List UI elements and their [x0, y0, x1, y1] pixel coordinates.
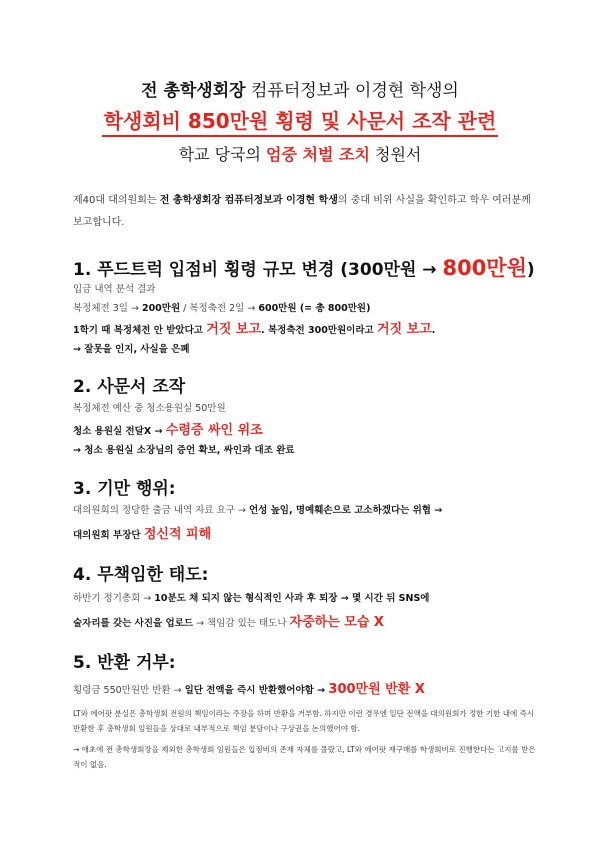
s1-l3c: . 복정축전 300만원이라고	[261, 325, 378, 336]
s1-l3e: .	[431, 325, 436, 336]
title-line-3	[0, 142, 600, 165]
section-2-heading: 2. 사문서 조작	[73, 377, 186, 397]
s3-l1a: 대의원회의 정당한 출금 내역 자료 요구 →	[73, 505, 249, 516]
s4-l1a: 하반기 정기총회 →	[73, 593, 155, 604]
section-2-line-1: 복정체전 예산 중 청소용원실 50만원	[73, 403, 226, 414]
s1-l2a: 복정체전 3일 →	[73, 303, 142, 314]
s1-l3a: 1학기 때 복정체전 안 받았다고	[73, 325, 207, 336]
intro-paragraph	[73, 190, 543, 234]
section-2-line-2	[73, 419, 263, 438]
s5-l1c: 300만원 반환 X	[328, 682, 425, 697]
s5-l1a: 횡령금 550만원만 반환 →	[73, 685, 185, 696]
section-1-title-end: )	[526, 260, 535, 280]
title-line-2-text: 학생회비 850만원 횡령 및 사문서 조작 관련	[102, 109, 499, 137]
section-1-line-1: 입금 내역 분석 결과	[73, 284, 156, 295]
s4-l2a: 술자리를 갖는 사진을 업로드	[73, 618, 194, 629]
s2-l2a: 청소 용원실 전달X →	[73, 426, 166, 437]
title-line-1-bold: 전 총학생회장	[141, 81, 246, 101]
section-4-line-2	[73, 611, 384, 630]
s4-l2b: → 책임감 있는 태도나	[193, 618, 290, 629]
title-line-1-rest: 컴퓨터정보과 이경현 학생의	[245, 81, 459, 101]
section-5-line-1	[73, 678, 425, 697]
s3-l2a: 대의원회 부장단	[73, 530, 144, 541]
section-3-line-2	[73, 523, 211, 542]
section-1-title: 1. 푸드트럭 입점비 횡령 규모 변경 (300만원 →	[73, 260, 443, 280]
s1-l3b: 거짓 보고	[206, 322, 262, 337]
section-1-heading	[73, 252, 535, 282]
s1-l3d: 거짓 보고	[377, 322, 432, 337]
intro-pre: 제40대 대의원회는	[73, 195, 160, 206]
section-5-heading: 5. 반환 거부:	[73, 653, 176, 673]
s4-l2c: 자중하는 모습 X	[289, 615, 384, 630]
section-1-title-red: 800만원	[442, 256, 527, 280]
s4-l1b: 10분도 채 되지 않는 형식적인 사과 후 퇴장 → 몇 시간 뒤 SNS에	[154, 593, 430, 604]
note-2: → 애초에 전 총학생회장을 제외한 총학생회 임원들은 입점비의 존재 자체를 몰랐고, LT와 에어팟 재구매를 학생회비로 진행한다는 고지를 받은 적이 없음.	[73, 745, 536, 769]
s5-l1b: 일단 전액을 즉시 반환했어야함 →	[184, 685, 329, 696]
s2-l2b: 수령증 싸인 위조	[165, 423, 263, 438]
section-4-heading: 4. 무책임한 태도:	[73, 565, 209, 585]
title-line-1	[0, 76, 600, 101]
section-3-heading: 3. 기만 행위:	[73, 479, 176, 499]
title-line-2	[0, 105, 600, 134]
s3-l1b: 언성 높임, 명예훼손으로 고소하겠다는 위협 →	[248, 505, 443, 516]
title-line-3-post: 청원서	[369, 145, 422, 164]
intro-bold: 전 총학생회장 컴퓨터정보과 이경현 학생	[159, 195, 338, 206]
title-line-3-pre: 학교 당국의	[178, 145, 267, 164]
intro-post: 의 중대 비위 사실을 확인하고 학우 여러분께 보고합니다.	[73, 195, 531, 228]
note-1: LT와 에어팟 분실은 총학생회 전원의 책임이라는 주장을 하며 반환을 거부함. 하지만 이런 경우엔 일단 전액을 대의원회가 정한 기한 내에 즉시 반환한 후 총학생회 임원들을 상대로 내부적으로 책임 분담이나 구상권을 논의했어야 함.	[73, 709, 535, 733]
s1-l2d: 600만원 (= 총 800만원)	[258, 303, 371, 314]
section-4-line-1	[73, 590, 430, 604]
s1-l2c: / 복정축전 2일 →	[180, 303, 259, 314]
section-1-line-2	[73, 300, 370, 314]
section-2-line-3: → 청소 용원실 소장님의 증언 확보, 싸인과 대조 완료	[73, 445, 295, 456]
s1-l2b: 200만원	[141, 303, 181, 314]
section-1-line-4: → 잘못을 인지, 사실을 은폐	[73, 344, 190, 355]
section-3-line-1	[73, 502, 442, 516]
section-1-line-3	[73, 318, 435, 337]
title-line-3-red: 엄중 처벌 조치	[266, 145, 370, 164]
s3-l2b: 정신적 피해	[143, 527, 212, 542]
